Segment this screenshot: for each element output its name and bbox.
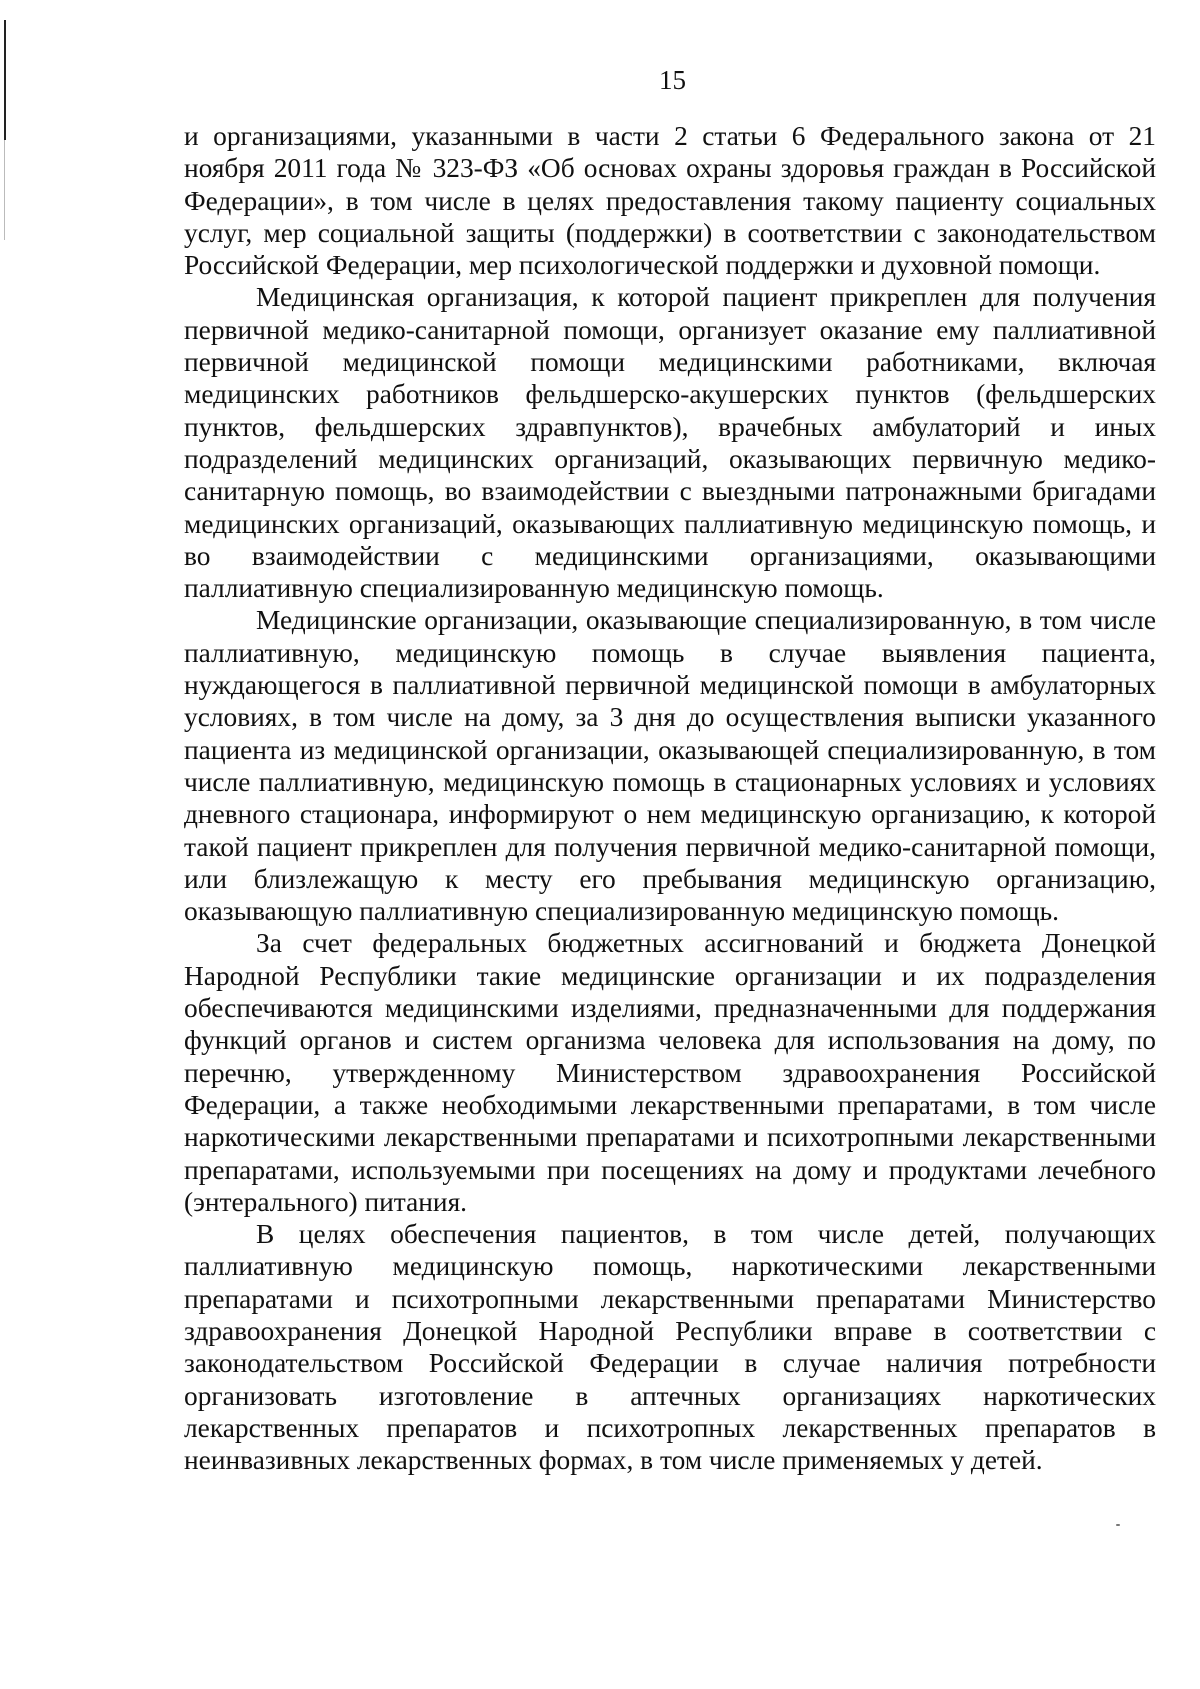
page-number-text: 15 xyxy=(659,65,686,95)
paragraph-2: Медицинская организация, к которой пациент прикреплен для получения первичной медико-санитарной помощи, организует оказание ему паллиативной первичной медицинской помощи медицинскими работниками, включая медицинских работников фельдшерско-акушерских пунктов (фельдшерских пунктов, фельдшерских здравпунктов), врачебных амбулаторий и иных подразделений медицинских организаций, оказывающих первичную медико-санитарную помощь, во взаимодействии с выездными патронажными бригадами медицинских организаций, оказывающих паллиативную медицинскую помощь, и во взаимодействии с медицинскими организациями, оказывающими паллиативную специализированную медицинскую помощь. xyxy=(184,282,1156,604)
paragraph-1: и организациями, указанными в части 2 статьи 6 Федерального закона от 21 ноября 2011 года № 323-ФЗ «Об основах охраны здоровья граждан в Российской Федерации», в том числе в целях предоставления такому пациенту социальных услуг, мер социальной защиты (поддержки) в соответствии с законодательством Российской Федерации, мер психологической поддержки и духовной помощи. xyxy=(184,121,1156,281)
paragraph-5: В целях обеспечения пациентов, в том числе детей, получающих паллиативную медицинскую помощь, наркотическими лекарственными препаратами и психотропными лекарственными препаратами Министерство здравоохранения Донецкой Народной Республики вправе в соответствии с законодательством Российской Федерации в случае наличия потребности организовать изготовление в аптечных организациях наркотических лекарственных препаратов и психотропных лекарственных препаратов в неинвазивных лекарственных формах, в том числе применяемых у детей. xyxy=(184,1219,1156,1476)
paragraph-4: За счет федеральных бюджетных ассигнований и бюджета Донецкой Народной Республики такие медицинские организации и их подразделения обеспечиваются медицинскими изделиями, предназначенными для поддержания функций органов и систем организма человека для использования на дому, по перечню, утвержденному Министерством здравоохранения Российской Федерации, а также необходимыми лекарственными препаратами, в том числе наркотическими лекарственными препаратами и психотропными лекарственными препаратами, используемыми при посещениях на дому и продуктами лечебного (энтерального) питания. xyxy=(184,928,1156,1217)
scan-edge-line-faint xyxy=(4,140,5,240)
scan-smudge xyxy=(1116,1524,1120,1526)
page-number xyxy=(0,64,1200,96)
paragraph-3: Медицинские организации, оказывающие специализированную, в том числе паллиативную, медицинскую помощь в случае выявления пациента, нуждающегося в паллиативной первичной медицинской помощи в амбулаторных условиях, в том числе на дому, за 3 дня до осуществления выписки указанного пациента из медицинской организации, оказывающей специализированную, в том числе паллиативную, медицинскую помощь в стационарных условиях и условиях дневного стационара, информируют о нем медицинскую организацию, к которой такой пациент прикреплен для получения первичной медико-санитарной помощи, или близлежащую к месту его пребывания медицинскую организацию, оказывающую паллиативную специализированную медицинскую помощь. xyxy=(184,605,1156,927)
document-body xyxy=(184,120,1156,1476)
